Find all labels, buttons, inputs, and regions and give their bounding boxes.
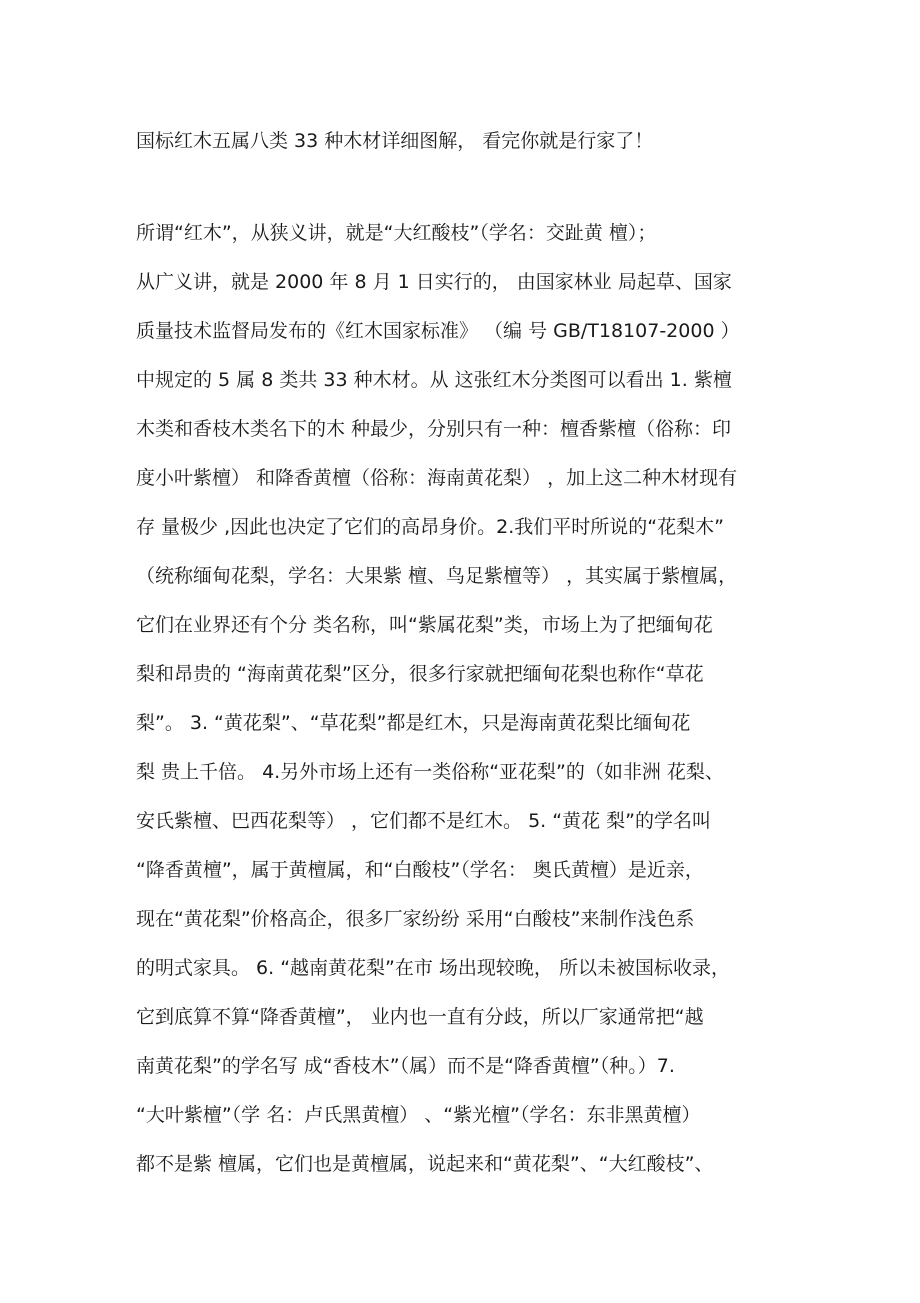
text-line: 梨”。 3. “黄花梨”、“草花梨”都是红木，只是海南黄花梨比缅甸花: [136, 712, 691, 734]
text-line: 存 量极少 ,因此也决定了它们的高昂身价。2.我们平时所说的“花梨木”: [136, 516, 724, 538]
text-line: 质量技术监督局发布的《红木国家标准》 （编 号 GB/T18107-2000 ）: [136, 320, 740, 342]
text-line: 梨和昂贵的 “海南黄花梨”区分，很多行家就把缅甸花梨也称作“草花: [136, 663, 704, 685]
text-line: 中规定的 5 属 8 类共 33 种木材。从 这张红木分类图可以看出 1. 紫檀: [136, 369, 732, 391]
text-line: “降香黄檀”，属于黄檀属，和“白酸枝”（学名： 奥氏黄檀）是近亲，: [136, 859, 704, 881]
text-line: 安氏紫檀、巴西花梨等） ，它们都不是红木。 5. “黄花 梨”的学名叫: [136, 810, 711, 832]
text-line: 木类和香枝木类名下的木 种最少，分别只有一种：檀香紫檀（俗称：印: [136, 418, 732, 440]
body-text: [136, 216, 816, 1196]
text-line: 度小叶紫檀） 和降香黄檀（俗称：海南黄花梨） ，加上这二种木材现有: [136, 467, 738, 489]
text-line: 它到底算不算“降香黄檀”， 业内也一直有分歧，所以厂家通常把“越: [136, 1006, 704, 1028]
text-line: 从广义讲，就是 2000 年 8 月 1 日实行的， 由国家林业 局起草、国家: [136, 271, 732, 293]
text-line: 所谓“红木”，从狭义讲，就是“大红酸枝”（学名：交趾黄 檀）；: [136, 222, 657, 244]
text-line: 现在“黄花梨”价格高企，很多厂家纷纷 采用“白酸枝”来制作浅色系: [136, 908, 695, 930]
document-title: 国标红木五属八类 33 种木材详细图解， 看完你就是行家了！: [136, 130, 654, 152]
text-line: （统称缅甸花梨，学名：大果紫 檀、鸟足紫檀等） ，其实属于紫檀属，: [136, 565, 738, 587]
text-line: 它们在业界还有个分 类名称，叫“紫属花梨”类，市场上为了把缅甸花: [136, 614, 713, 636]
text-line: “大叶紫檀”（学 名：卢氏黑黄檀） 、“紫光檀”（学名：东非黑黄檀）: [136, 1104, 701, 1126]
text-line: 的明式家具。 6. “越南黄花梨”在市 场出现较晚， 所以未被国标收录，: [136, 957, 730, 979]
text-line: 都不是紫 檀属，它们也是黄檀属，说起来和“黄花梨”、“大红酸枝”、: [136, 1153, 714, 1175]
text-line: 梨 贵上千倍。 4.另外市场上还有一类俗称“亚花梨”的（如非洲 花梨、: [136, 761, 724, 783]
text-line: 南黄花梨”的学名写 成“香枝木”（属）而不是“降香黄檀”（种。）7.: [136, 1055, 675, 1077]
